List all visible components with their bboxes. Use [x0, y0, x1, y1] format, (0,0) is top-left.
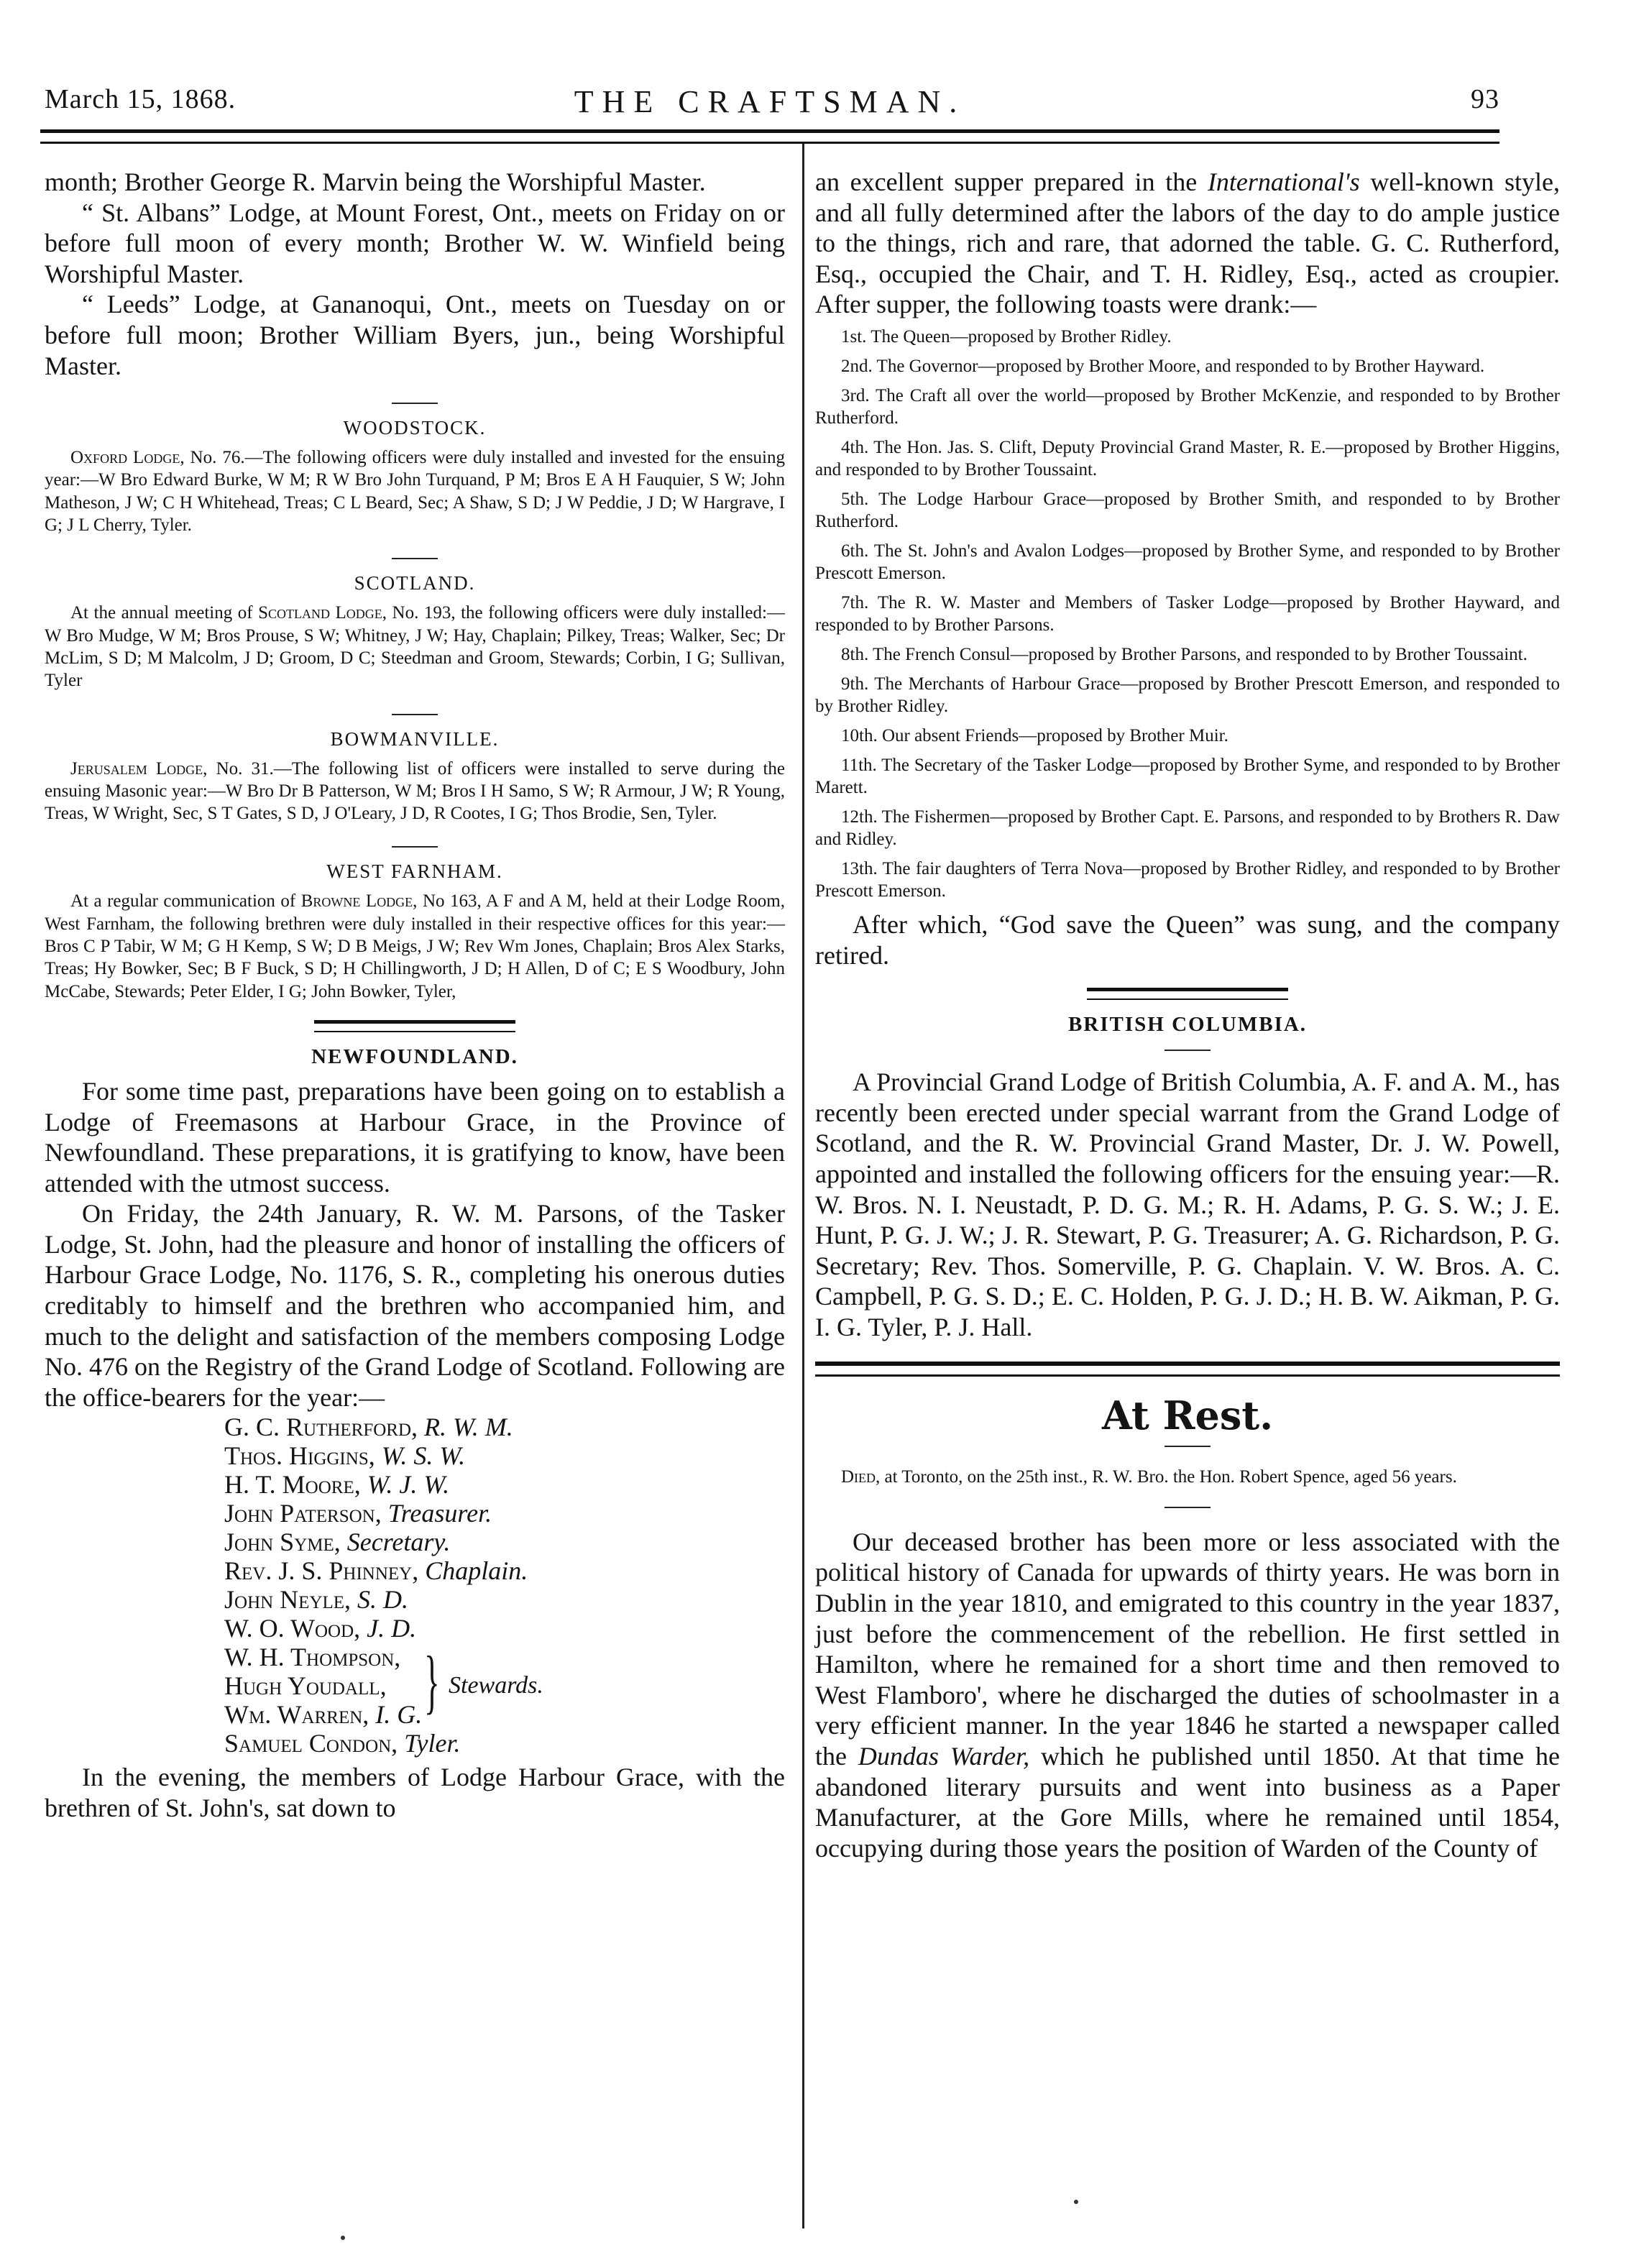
lodge-name: Browne Lodge, — [300, 891, 418, 912]
section-title-bowmanville: BOWMANVILLE. — [330, 727, 500, 750]
intro-paragraph: month; Brother George R. Marvin being the Worshipful Master. — [45, 167, 706, 196]
toast-item: 12th. The Fishermen—proposed by Brother Capt. E. Parsons, and responded to by Brothers R. Daw and Ridley. — [815, 807, 1560, 849]
woodstock-report — [45, 446, 785, 536]
officer-entry: W. H. Thompson, — [224, 1643, 401, 1672]
newfoundland-paragraph: In the evening, the members of Lodge Harbour Grace, with the brethren of St. John's, sat down to — [45, 1763, 785, 1823]
section-divider — [392, 558, 438, 559]
page-number: 93 — [1471, 84, 1499, 114]
toast-item: 7th. The R. W. Master and Members of Tasker Lodge—proposed by Brother Hayward, and responded to by Brother Parsons. — [815, 592, 1560, 635]
officer-entry: Samuel Condon, Tyler. — [224, 1729, 461, 1758]
newfoundland-paragraph: For some time past, preparations have been going on to establish a Lodge of Freemasons at Harbour Grace, in the Province of Newfoundland. These preparations, it is gratifying to know, have been attended with the utmost success. — [45, 1076, 785, 1198]
print-speck — [341, 2236, 345, 2240]
section-title-newfoundland: NEWFOUNDLAND. — [311, 1045, 518, 1068]
toast-item: 11th. The Secretary of the Tasker Lodge—proposed by Brother Syme, and responded to by Brother Marett. — [815, 755, 1560, 797]
running-head — [40, 83, 1499, 127]
section-divider — [314, 1020, 515, 1032]
west-farnham-report — [45, 890, 785, 1002]
section-divider — [1087, 988, 1288, 1000]
officer-entry: Wm. Warren, I. G. — [224, 1700, 423, 1730]
obituary-paragraph: Our deceased brother has been more or less associated with the political history of Canada for upwards of thirty years. He was born in Dublin in the year 1810, and emigrated to this country in the year 1837, just before the commencement of the rebellion. He first settled in Hamilton, where he remained for a short time and then removed to West Flamboro', where he discharged the duties of schoolmaster in a very efficient manner. In the year 1846 he started a newspaper called the Dundas Warder, which he published until 1850. At that time he abandoned literary pursuits and went into business as a Paper Manufacturer, at the Gore Mills, where he remained until 1854, occupying during those years the position of Warden of the County of — [815, 1527, 1560, 1863]
print-speck — [1074, 2200, 1078, 2204]
toast-item: 3rd. The Craft all over the world—proposed by Brother McKenzie, and responded to by Brother Rutherford. — [815, 385, 1560, 428]
report-text: No 163, A F and A M, held at their Lodge Room, West Farnham, the following brethren were duly installed in their respective offices for this year:—Bros C P Tabir, W M; G H Kemp, S W; D B Meigs, J W; Rev Wm Jones, Chaplain; Bros Alex Starks, Treas; Hy Bowker, Sec; B F Buck, S D; H Chillingworth, J D; H Allen, D of C; E S Woodbury, John McCabe, Stewards; Peter Elder, I G; John Bowker, Tyler, — [45, 891, 785, 1001]
section-divider — [1165, 1050, 1211, 1051]
lodge-name: Scotland Lodge, — [258, 603, 387, 623]
section-divider — [1165, 1446, 1211, 1447]
obituary-notice: Died, at Toronto, on the 25th inst., R. W. Bro. the Hon. Robert Spence, aged 56 years. — [841, 1466, 1457, 1487]
right-column — [815, 167, 1560, 1863]
office-bearers-list — [45, 1413, 785, 1758]
intro-paragraph: “ Leeds” Lodge, at Gananoqui, Ont., meets on Tuesday on or before full moon; Brother William Byers, jun., being Worshipful Master. — [45, 290, 785, 380]
intro-paragraph: “ St. Albans” Lodge, at Mount Forest, Ont., meets on Friday on or before full moon of every month; Brother W. W. Winfield being Worshipful Master. — [45, 198, 785, 288]
toast-item: 2nd. The Governor—proposed by Brother Moore, and responded to by Brother Hayward. — [841, 356, 1485, 376]
lodge-name: Jerusalem Lodge, — [70, 758, 208, 779]
section-divider — [815, 1362, 1560, 1377]
report-text: No. 193, the following officers were duly installed:—W Bro Mudge, W M; Bros Prouse, S W; Whitney, J W; Hay, Chaplain; Pilkey, Treas; Walker, Sec; Dr McLim, S D; M Malcolm, J D; Groom, D C; Steedman and Groom, Stewards; Corbin, I G; Sullivan, Tyler — [45, 603, 785, 691]
section-divider — [392, 714, 438, 715]
officer-entry: John Syme, Secretary. — [224, 1528, 451, 1557]
report-text: No. 31.—The following list of officers were installed to serve during the ensuing Masonic year:—W Bro Dr B Patterson, W M; Bros I H Samo, S W; R Armour, J W; R Young, Treas, W Wright, Sec, S T Gates, S D, J O'Leary, J D, R Cootes, I G; Thos Brodie, Sen, Tyler. — [45, 758, 785, 824]
officer-entry: G. C. Rutherford, R. W. M. — [224, 1413, 513, 1442]
officer-entry: H. T. Moore, W. J. W. — [224, 1470, 450, 1500]
officer-entry: John Neyle, S. D. — [224, 1585, 409, 1615]
column-divider — [802, 144, 804, 2228]
toast-item: 10th. Our absent Friends—proposed by Brother Muir. — [841, 725, 1228, 745]
issue-date: March 15, 1868. — [45, 84, 236, 114]
supper-paragraph: an excellent supper prepared in the International's well-known style, and all fully determined after the labors of the day to do ample justice to the things, rich and rare, that adorned the table. G. C. Rutherford, Esq., occupied the Chair, and T. H. Ridley, Esq., acted as croupier. After supper, the following toasts were drank:— — [815, 167, 1560, 319]
report-text: At a regular communication of — [70, 891, 301, 912]
report-text: At the annual meeting of — [70, 603, 259, 623]
section-divider — [1165, 1507, 1211, 1508]
toast-item: 6th. The St. John's and Avalon Lodges—proposed by Brother Syme, and responded to by Brother Prescott Emerson. — [815, 541, 1560, 583]
toast-item: 5th. The Lodge Harbour Grace—proposed by Brother Smith, and responded to by Brother Rutherford. — [815, 489, 1560, 531]
section-title-scotland: SCOTLAND. — [354, 572, 476, 594]
publication-title: THE CRAFTSMAN. — [574, 84, 966, 119]
lodge-name: Oxford Lodge, — [70, 448, 185, 468]
stewards-label: Stewards. — [449, 1672, 543, 1699]
section-title-at-rest: At Rest. — [1101, 1392, 1274, 1438]
newfoundland-paragraph: On Friday, the 24th January, R. W. M. Parsons, of the Tasker Lodge, St. John, had the pleasure and honor of installing the officers of Harbour Grace Lodge, No. 1176, S. R., completing his onerous duties creditably to himself and the brethren who accompanied him, and much to the delight and satisfaction of the members composing Lodge No. 476 on the Registry of the Grand Lodge of Scotland. Following are the office-bearers for the year:— — [45, 1199, 785, 1412]
closing-paragraph: After which, “God save the Queen” was sung, and the company retired. — [815, 909, 1560, 970]
toast-item: 13th. The fair daughters of Terra Nova—proposed by Brother Ridley, and responded to by Brother Prescott Emerson. — [815, 858, 1560, 901]
header-rule — [40, 129, 1499, 144]
officer-entry: Hugh Youdall, — [224, 1671, 387, 1701]
section-title-west-farnham: WEST FARNHAM. — [326, 860, 503, 883]
section-divider — [392, 846, 438, 848]
officer-entry: Rev. J. S. Phinney, Chaplain. — [224, 1556, 528, 1586]
officer-entry: John Paterson, Treasurer. — [224, 1499, 492, 1528]
section-divider — [392, 403, 438, 404]
section-title-british-columbia: BRITISH COLUMBIA. — [1067, 1013, 1308, 1037]
toast-item: 8th. The French Consul—proposed by Brother Parsons, and responded to by Brother Toussaint. — [841, 644, 1528, 664]
toast-item: 4th. The Hon. Jas. S. Clift, Deputy Provincial Grand Master, R. E.—proposed by Brother Higgins, and responded to by Brother Toussaint. — [815, 437, 1560, 479]
toast-list — [815, 326, 1560, 902]
bowmanville-report — [45, 758, 785, 825]
officer-entry: W. O. Wood, J. D. — [224, 1614, 417, 1643]
officer-entry: Thos. Higgins, W. S. W. — [224, 1441, 466, 1471]
toast-item: 9th. The Merchants of Harbour Grace—proposed by Brother Prescott Emerson, and responded to by Brother Ridley. — [815, 674, 1560, 716]
report-text: No. 76.—The following officers were duly installed and invested for the ensuing year:—W Bro Edward Burke, W M; R W Bro John Turquand, P M; Bros E A H Fauquier, S W; John Matheson, J W; C H Whitehead, Treas; C L Beard, Sec; A Shaw, S D; J W Peddie, J D; W Hargrave, I G; J L Cherry, Tyler. — [45, 448, 786, 536]
british-columbia-paragraph: A Provincial Grand Lodge of British Columbia, A. F. and A. M., has recently been erected under special warrant from the Grand Lodge of Scotland, and the R. W. Provincial Grand Master, Dr. J. W. Powell, appointed and installed the following officers for the ensuing year:—R. W. Bros. N. I. Neustadt, P. D. G. M.; R. H. Adams, P. G. S. W.; J. E. Hunt, P. G. J. W.; J. R. Stewart, P. G. Treasurer; A. G. Richardson, P. G. Secretary; Rev. Thos. Somerville, P. G. Chaplain. V. W. Bros. A. C. Campbell, P. G. S. D.; E. C. Holden, P. G. J. D.; H. B. W. Aikman, P. G. I. G. Tyler, P. J. Hall. — [815, 1068, 1560, 1341]
brace-glyph: } — [424, 1641, 440, 1722]
toast-item: 1st. The Queen—proposed by Brother Ridley. — [841, 326, 1172, 346]
section-title-woodstock: WOODSTOCK. — [343, 417, 487, 439]
left-column — [45, 167, 785, 1824]
scotland-report — [45, 602, 785, 692]
